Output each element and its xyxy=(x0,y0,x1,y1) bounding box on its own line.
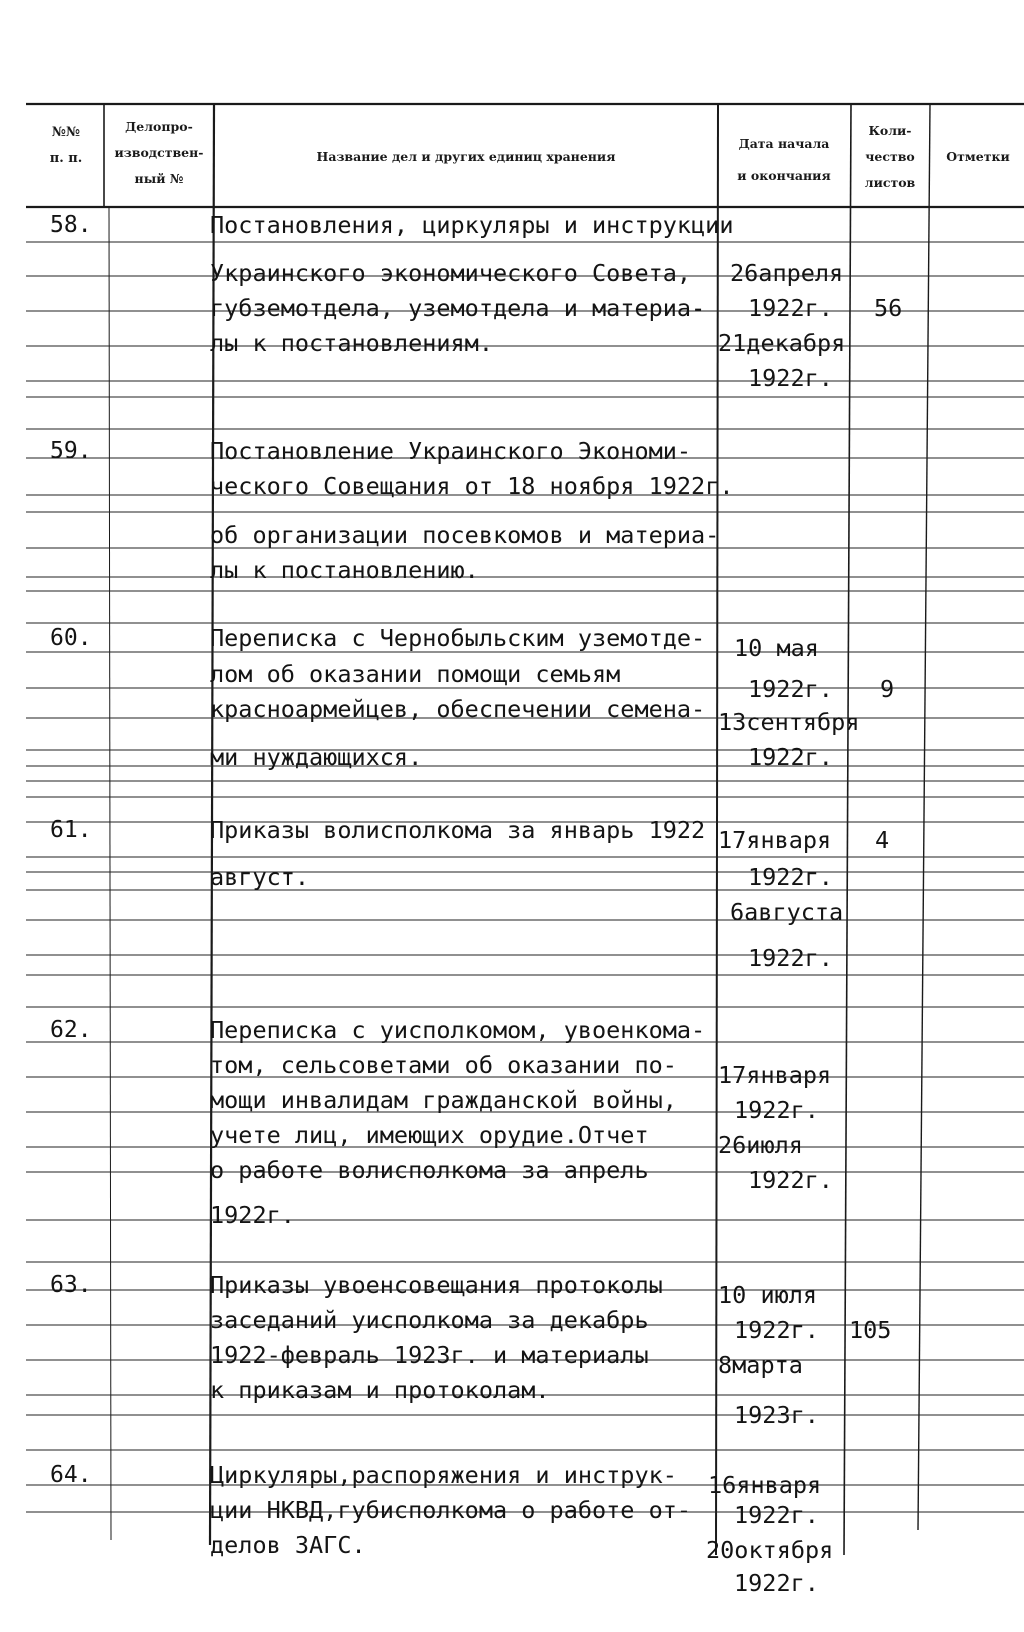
record-title-line: Циркуляры,распоряжения и инструк- xyxy=(210,1461,677,1489)
record-date-line: 16января xyxy=(708,1471,822,1499)
record-date-line: 26апреля xyxy=(730,259,844,287)
record-date-line: 1922г. xyxy=(734,1316,819,1344)
record-title-line: об организации посевкомов и материа- xyxy=(210,521,720,549)
record-title-line: 1922-февраль 1923г. и материалы xyxy=(210,1341,649,1369)
record-sheet-count: 4 xyxy=(875,826,890,854)
record-sheet-count: 105 xyxy=(849,1316,892,1344)
record-number: 60. xyxy=(50,625,92,651)
record-title-line: ми нуждающихся. xyxy=(210,743,423,771)
record-title-line: август. xyxy=(210,863,310,891)
record-title-line: лы к постановлениям. xyxy=(210,329,493,357)
header-col-num: №№ п. п. xyxy=(49,125,83,166)
record-title-line: учете лиц, имеющих орудие.Отчет xyxy=(210,1121,649,1149)
record-sheet-count: 9 xyxy=(880,675,895,703)
record-date-line: 17января xyxy=(718,826,832,854)
record-number: 61. xyxy=(50,817,92,843)
record-date-line: 1922г. xyxy=(748,1166,833,1194)
record-date-line: 1922г. xyxy=(734,1501,819,1529)
record-date-line: 1922г. xyxy=(748,743,833,771)
record-title-line: красноармейцев, обеспечении семена- xyxy=(210,695,706,723)
record-number: 59. xyxy=(50,438,92,464)
record-date-line: 8марта xyxy=(718,1351,803,1379)
record-date-line: 26июля xyxy=(718,1131,803,1159)
record-date-line: 20октября xyxy=(706,1536,834,1564)
record-title-line: Постановление Украинского Экономи- xyxy=(210,437,692,465)
record-date-line: 1922г. xyxy=(748,364,833,392)
record-title-line: о работе волисполкома за апрель xyxy=(210,1156,649,1184)
header-col-sheets: Коли- чество листов xyxy=(864,123,916,190)
record-title-line: том, сельсоветами об оказании по- xyxy=(210,1051,677,1079)
record-date-line: 1922г. xyxy=(748,863,833,891)
record-date-line: 10 мая xyxy=(734,634,819,662)
header-col-dates: Дата начала и окончания xyxy=(737,136,831,183)
record-title-line: Переписка с уисполкомом, увоенкома- xyxy=(210,1016,706,1044)
record-title-line: заседаний уисполкома за декабрь xyxy=(210,1306,649,1334)
record-number: 62. xyxy=(50,1017,92,1043)
record-number: 63. xyxy=(50,1272,92,1298)
record-title-line: Украинского экономического Совета, xyxy=(210,259,692,287)
record-date-line: 10 июля xyxy=(718,1281,818,1309)
record-date-line: 1922г. xyxy=(748,675,833,703)
record-date-line: 1922г. xyxy=(734,1096,819,1124)
record-title-line: Переписка с Чернобыльским уземотде- xyxy=(210,624,706,652)
header-col-office-number: Делопро- изводствен- ный № xyxy=(114,119,204,186)
record-title-line: Приказы увоенсовещания протоколы xyxy=(210,1271,663,1299)
record-title-line: ции НКВД,губисполкома о работе от- xyxy=(210,1496,692,1524)
record-date-line: 1922г. xyxy=(734,1569,819,1597)
record-title-line: к приказам и протоколам. xyxy=(210,1376,550,1404)
record-title-line: ческого Совещания от 18 ноября 1922г. xyxy=(210,472,734,500)
header-col-title: Название дел и других единиц хранения xyxy=(316,149,616,164)
record-date-line: 1922г. xyxy=(748,294,833,322)
record-date-line: 1923г. xyxy=(734,1401,819,1429)
record-title-line: 1922г. xyxy=(210,1201,295,1229)
record-title-line: Приказы волисполкома за январь 1922 xyxy=(210,816,706,844)
record-date-line: 17января xyxy=(718,1061,832,1089)
record-title-line: Постановления, циркуляры и инструкции xyxy=(210,211,734,239)
record-date-line: 1922г. xyxy=(748,944,833,972)
record-number: 64. xyxy=(50,1462,92,1488)
record-date-line: 6августа xyxy=(730,898,844,926)
record-title-line: лом об оказании помощи семьям xyxy=(210,660,621,688)
record-title-line: делов ЗАГС. xyxy=(210,1531,366,1559)
record-title-line: губземотдела, уземотдела и материа- xyxy=(210,294,706,322)
record-sheet-count: 56 xyxy=(874,294,903,322)
record-date-line: 21декабря xyxy=(718,329,846,357)
record-date-line: 13сентября xyxy=(718,708,860,736)
record-title-line: лы к постановлению. xyxy=(210,556,479,584)
record-title-line: мощи инвалидам гражданской войны, xyxy=(210,1086,677,1114)
header-col-notes: Отметки xyxy=(946,149,1010,164)
record-number: 58. xyxy=(50,212,92,238)
